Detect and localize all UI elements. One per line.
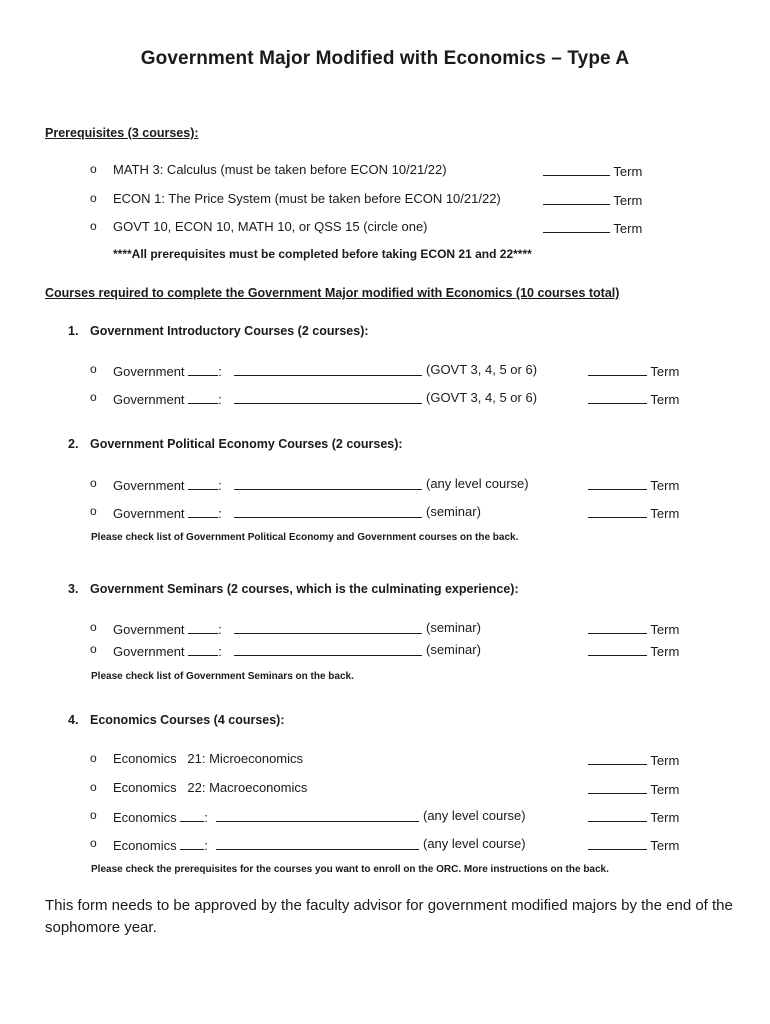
course-title-field[interactable] — [234, 504, 422, 518]
course-row — [90, 780, 690, 798]
prerequisite-label: ECON 1: The Price System (must be taken before ECON 10/21/22) — [113, 191, 501, 206]
course-number-field[interactable] — [188, 476, 218, 490]
bullet-icon: o — [90, 751, 97, 765]
prerequisite-label: MATH 3: Calculus (must be taken before ECON 10/21/22) — [113, 162, 447, 177]
course-note: (seminar) — [426, 642, 481, 657]
term-field[interactable]: Term — [588, 751, 679, 768]
course-row: o Government : (GOVT 3, 4, 5 or 6) Term — [90, 362, 680, 379]
course-row: o Government : (seminar) Term — [90, 642, 680, 659]
term-field[interactable]: Term — [588, 808, 679, 825]
bullet-icon: o — [90, 642, 97, 656]
course-row: o Government : (any level course) Term — [90, 476, 680, 493]
course-number-field[interactable] — [188, 620, 218, 634]
prerequisite-warning: ****All prerequisites must be completed before taking ECON 21 and 22**** — [113, 247, 532, 261]
course-number-field[interactable] — [180, 836, 204, 850]
course-number-field[interactable] — [188, 504, 218, 518]
course-title-field[interactable] — [234, 642, 422, 656]
bullet-icon: o — [90, 476, 97, 490]
required-courses-heading: Courses required to complete the Government Major modified with Economics (10 courses total) — [45, 286, 620, 300]
bullet-icon: o — [90, 219, 97, 233]
prerequisite-row — [90, 162, 690, 180]
course-row: o Government : (seminar) Term — [90, 620, 680, 637]
section-heading: 4. Economics Courses (4 courses): — [68, 713, 285, 727]
course-note: (GOVT 3, 4, 5 or 6) — [426, 390, 538, 405]
section-footnote: Please check list of Government Seminars on the back. — [91, 671, 354, 682]
course-title-field[interactable] — [234, 362, 422, 376]
course-row: o Economics : (any level course) Term — [90, 808, 680, 825]
course-row: o Economics : (any level course) Term — [90, 836, 680, 853]
course-label: Economics 21: Microeconomics — [113, 751, 304, 766]
course-row: o Government : (GOVT 3, 4, 5 or 6) Term — [90, 390, 680, 407]
section-heading: 2. Government Political Economy Courses (2 courses): — [68, 437, 403, 451]
course-label: Economics 22: Macroeconomics — [113, 780, 308, 795]
section-footnote: Please check list of Government Political Economy and Government courses on the back. — [91, 532, 519, 543]
course-number-field[interactable] — [188, 390, 218, 404]
course-title-field[interactable] — [234, 476, 422, 490]
course-note: (GOVT 3, 4, 5 or 6) — [426, 362, 538, 377]
term-field[interactable]: Term — [543, 162, 642, 179]
prerequisites-heading: Prerequisites (3 courses): — [45, 126, 199, 140]
page-title: Government Major Modified with Economics – Type A — [140, 48, 630, 69]
course-title-field[interactable] — [216, 808, 419, 822]
bullet-icon: o — [90, 808, 97, 822]
term-field[interactable]: Term — [588, 390, 679, 407]
course-number-field[interactable] — [188, 642, 218, 656]
bullet-icon: o — [90, 836, 97, 850]
course-number-field[interactable] — [188, 362, 218, 376]
bullet-icon: o — [90, 362, 97, 376]
term-field[interactable]: Term — [588, 836, 679, 853]
approval-note: This form needs to be approved by the faculty advisor for government modified majors by the end of the sophomore year. — [45, 897, 733, 936]
section-heading: 3. Government Seminars (2 courses, which is the culminating experience): — [68, 582, 519, 596]
term-field[interactable]: Term — [543, 191, 642, 208]
course-title-field[interactable] — [234, 620, 422, 634]
course-note: (any level course) — [426, 476, 529, 491]
course-note: (any level course) — [423, 808, 526, 823]
term-field[interactable]: Term — [588, 642, 679, 659]
prerequisite-row — [90, 219, 690, 237]
bullet-icon: o — [90, 504, 97, 518]
term-field[interactable]: Term — [588, 362, 679, 379]
section-heading: 1. Government Introductory Courses (2 courses): — [68, 324, 369, 338]
bullet-icon: o — [90, 162, 97, 176]
section-footnote: Please check the prerequisites for the courses you want to enroll on the ORC. More instructions on the back. — [91, 864, 609, 875]
bullet-icon: o — [90, 191, 97, 205]
course-note: (any level course) — [423, 836, 526, 851]
term-field[interactable]: Term — [588, 504, 679, 521]
term-field[interactable]: Term — [588, 476, 679, 493]
course-number-field[interactable] — [180, 808, 204, 822]
bullet-icon: o — [90, 780, 97, 794]
term-field[interactable]: Term — [543, 219, 642, 236]
course-row — [90, 751, 690, 769]
term-field[interactable]: Term — [588, 780, 679, 797]
prerequisite-row — [90, 191, 690, 209]
course-note: (seminar) — [426, 620, 481, 635]
course-note: (seminar) — [426, 504, 481, 519]
course-title-field[interactable] — [234, 390, 422, 404]
bullet-icon: o — [90, 390, 97, 404]
bullet-icon: o — [90, 620, 97, 634]
course-title-field[interactable] — [216, 836, 419, 850]
prerequisite-label: GOVT 10, ECON 10, MATH 10, or QSS 15 (circle one) — [113, 219, 428, 234]
term-field[interactable]: Term — [588, 620, 679, 637]
course-row: o Government : (seminar) Term — [90, 504, 680, 521]
